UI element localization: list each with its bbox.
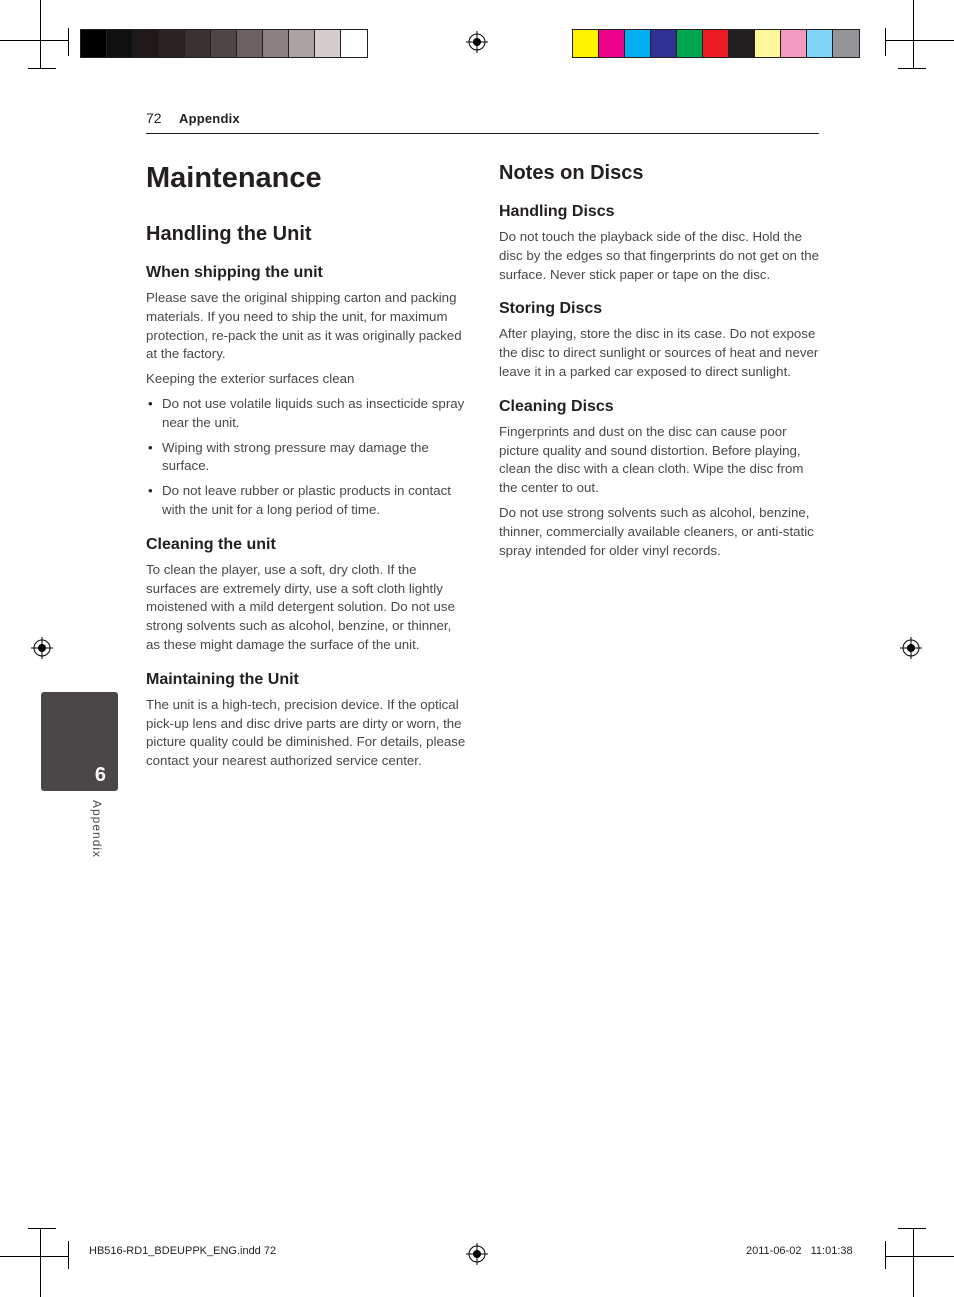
color-swatch <box>315 30 341 57</box>
header-section-label: Appendix <box>179 111 240 126</box>
color-swatch <box>289 30 315 57</box>
handling-discs-heading: Handling Discs <box>499 203 615 220</box>
list-item: • Wiping with strong pressure may damage the surface. <box>148 439 429 474</box>
shipping-heading: When shipping the unit <box>146 264 323 281</box>
registration-mark-icon <box>466 31 488 53</box>
color-swatch <box>133 30 159 57</box>
cleaning-discs-text-1: Fingerprints and dust on the disc can cause poor picture quality and sound distortion. Before playing, clean the disc with a clean cloth. Wipe the disc from the center to out. <box>499 423 804 496</box>
list-item: • Do not use volatile liquids such as insecticide spray near the unit. <box>148 395 465 430</box>
cleaning-discs-heading: Cleaning Discs <box>499 397 614 415</box>
crop-mark <box>898 68 926 69</box>
color-swatch <box>703 30 729 57</box>
color-swatch <box>185 30 211 57</box>
color-swatch <box>81 30 107 57</box>
cleaning-unit-text: To clean the player, use a soft, dry cloth. If the surfaces are extremely dirty, use a soft cloth lightly moistened with a mild detergent solution. Do not use strong solvents such as alcohol, benzine, or thinner, as these might damage the surface of the unit. <box>146 561 455 652</box>
color-swatch <box>651 30 677 57</box>
color-swatch <box>237 30 263 57</box>
crop-mark <box>28 1228 56 1229</box>
crop-mark <box>885 1241 886 1269</box>
crop-mark <box>886 40 954 41</box>
color-swatch <box>755 30 781 57</box>
color-swatch <box>107 30 133 57</box>
header-rule <box>146 133 819 134</box>
cleaning-unit-heading: Cleaning the unit <box>146 535 276 553</box>
right-column <box>499 162 821 576</box>
crop-mark <box>40 1229 41 1297</box>
exterior-bullet-list <box>146 395 468 520</box>
chapter-label: Appendix <box>90 800 104 859</box>
storing-discs-block <box>499 300 821 381</box>
color-swatch <box>807 30 833 57</box>
page-number: 72 <box>146 110 162 126</box>
crop-mark <box>898 1228 926 1229</box>
crop-mark <box>913 1229 914 1297</box>
color-swatch <box>263 30 289 57</box>
color-swatch <box>729 30 755 57</box>
section-heading-notes-discs: Notes on Discs <box>499 162 644 184</box>
crop-mark <box>68 1241 69 1269</box>
shipping-block <box>146 264 468 520</box>
cleaning-unit-block <box>146 536 468 655</box>
handling-discs-text: Do not touch the playback side of the disc. Hold the disc by the edges so that fingerprints do not get on the surface. Never stick paper or tape on the disc. <box>499 229 820 282</box>
chapter-tab <box>41 692 118 791</box>
color-swatch <box>573 30 599 57</box>
color-swatch <box>677 30 703 57</box>
list-item: • Do not leave rubber or plastic products in contact with the unit for a long period of time. <box>148 483 451 517</box>
cleaning-discs-block <box>499 398 821 561</box>
color-swatch <box>625 30 651 57</box>
registration-mark-icon <box>900 637 922 659</box>
maintaining-unit-block <box>146 671 468 771</box>
crop-mark <box>40 0 41 68</box>
slug-file-info: HB516-RD1_BDEUPPK_ENG.indd 72 <box>89 1245 277 1257</box>
color-swatch <box>159 30 185 57</box>
slug-date-time: 2011-06-02 11:01:38 <box>746 1245 853 1257</box>
handling-discs-block <box>499 203 821 284</box>
chapter-number: 6 <box>94 764 106 786</box>
section-heading-handling-unit: Handling the Unit <box>146 223 312 245</box>
crop-mark <box>885 28 886 56</box>
registration-mark-icon <box>466 1243 488 1265</box>
page-title: Maintenance <box>146 162 322 194</box>
storing-discs-heading: Storing Discs <box>499 300 603 318</box>
maintaining-unit-text: The unit is a high-tech, precision device. If the optical pick-up lens and disc drive parts are dirty or worn, the picture quality could be diminished. For details, please contact your nearest authorized service center. <box>146 696 466 769</box>
shipping-text: Please save the original shipping carton and packing materials. If you need to ship the unit, for maximum protection, re-pack the unit as it was originally packed at the factory. <box>146 290 462 362</box>
crop-mark <box>28 68 56 69</box>
color-swatch <box>211 30 237 57</box>
maintaining-unit-heading: Maintaining the Unit <box>146 670 299 688</box>
registration-mark-icon <box>31 637 53 659</box>
crop-mark <box>913 0 914 68</box>
color-swatch-bar <box>572 29 860 58</box>
storing-discs-text: After playing, store the disc in its case. Do not expose the disc to direct sunlight or sources of heat and never leave it in a parked car exposed to direct sunlight. <box>499 326 819 379</box>
crop-mark <box>0 40 68 41</box>
crop-mark <box>886 1256 954 1257</box>
left-column <box>146 162 468 787</box>
color-swatch <box>599 30 625 57</box>
color-swatch <box>833 30 859 57</box>
cleaning-discs-text-2: Do not use strong solvents such as alcohol, benzine, thinner, commercially available cleaners, or anti-static spray intended for older vinyl records. <box>499 504 814 558</box>
color-swatch <box>341 30 367 57</box>
crop-mark <box>0 1256 68 1257</box>
gray-swatch-bar <box>80 29 368 58</box>
crop-mark <box>68 28 69 56</box>
exterior-intro: Keeping the exterior surfaces clean <box>146 371 355 387</box>
color-swatch <box>781 30 807 57</box>
